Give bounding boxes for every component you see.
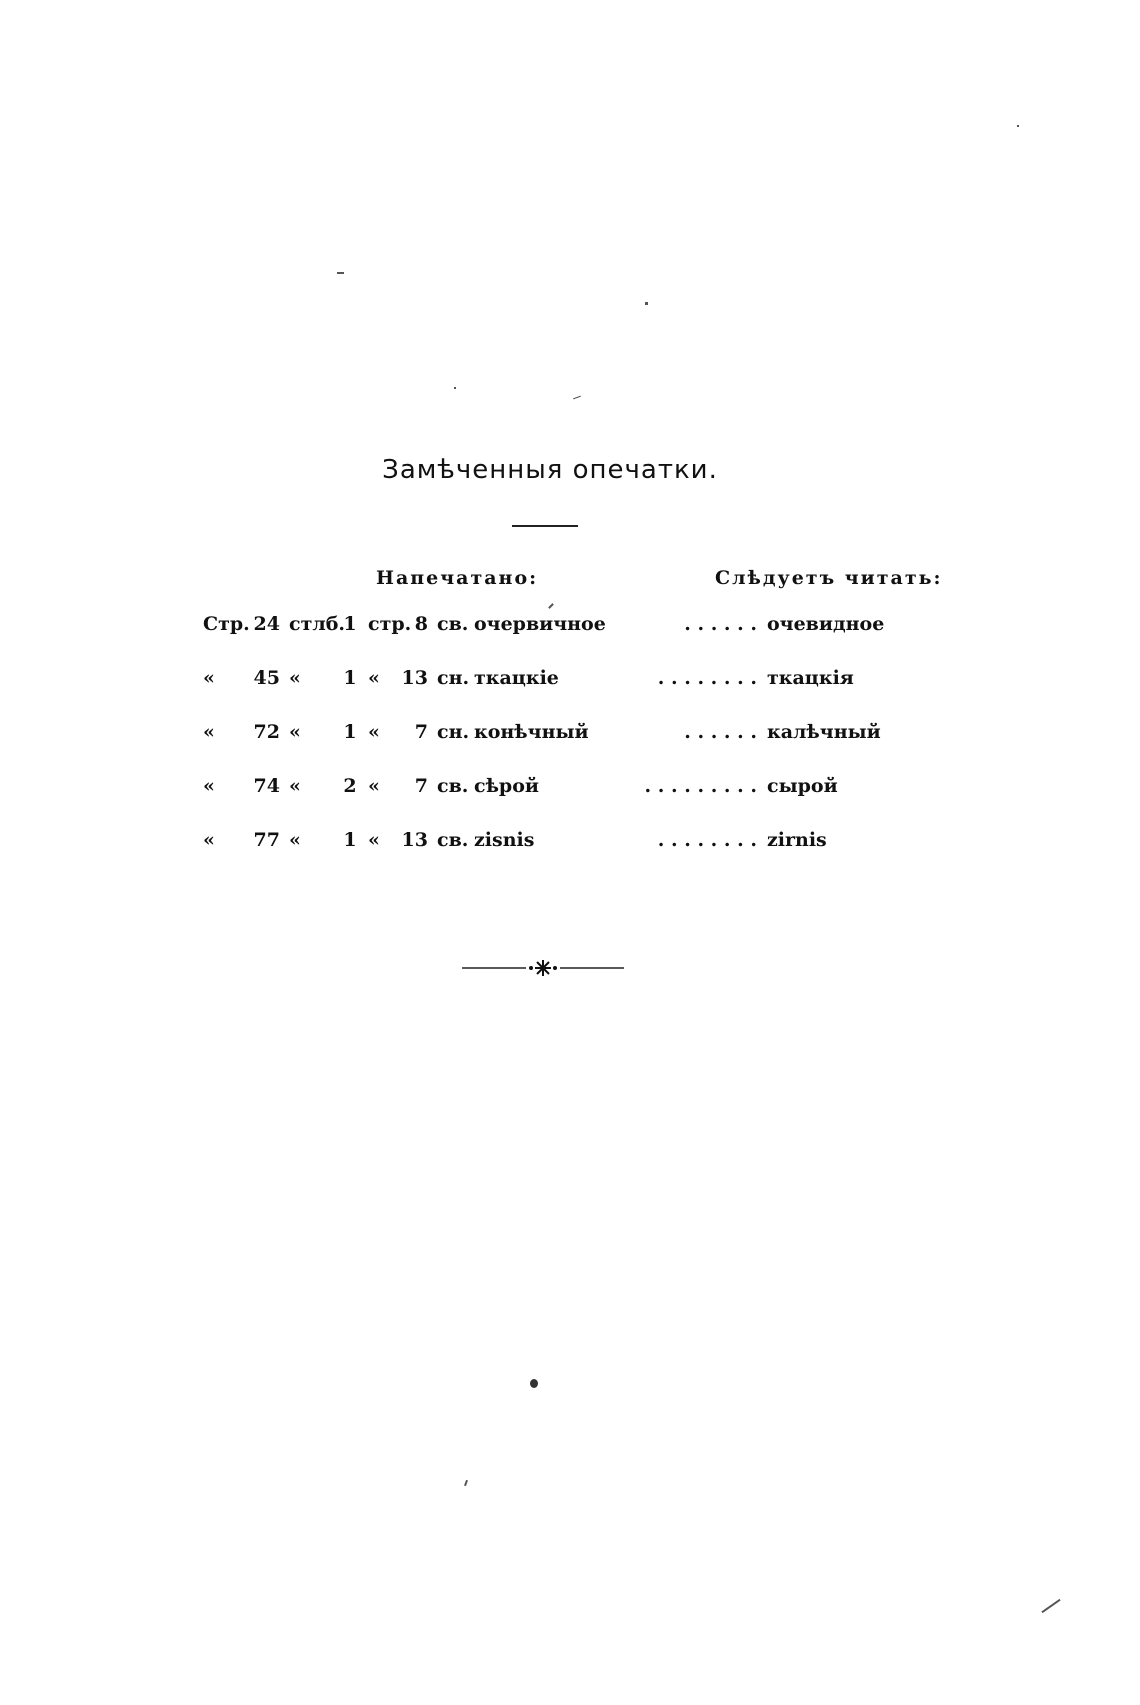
row-str: «	[368, 667, 380, 689]
row-stlb: «	[289, 829, 301, 851]
row-correct-word: ткацкія	[767, 667, 854, 689]
row-stlb: «	[289, 667, 301, 689]
row-leader-dots: . . . . . .	[684, 613, 757, 635]
row-label: «	[203, 721, 215, 743]
row-label: Стр.	[203, 613, 250, 635]
ink-dot	[530, 1379, 538, 1388]
row-str: «	[368, 721, 380, 743]
row-label: «	[203, 667, 215, 689]
header-printed: Напечатано:	[376, 567, 539, 589]
ink-speck	[1017, 125, 1019, 127]
ink-speck	[548, 603, 554, 609]
ink-speck	[337, 272, 344, 274]
row-label: «	[203, 775, 215, 797]
row-correct-word: сырой	[767, 775, 838, 797]
row-printed-word: ткацкіе	[474, 667, 559, 689]
row-leader-dots: . . . . . . . .	[657, 829, 757, 851]
row-str: стр.	[368, 613, 412, 635]
page-title: Замѣченныя опечатки.	[382, 455, 718, 485]
errata-row	[0, 667, 1140, 721]
row-leader-dots: . . . . . . . .	[657, 667, 757, 689]
row-correct-word: zirnis	[767, 829, 827, 851]
row-page: 74	[253, 775, 280, 797]
row-printed-word: конѣчный	[474, 721, 589, 743]
row-page: 45	[253, 667, 280, 689]
row-direction: св.	[437, 829, 469, 851]
row-stlb: «	[289, 775, 301, 797]
row-direction: св.	[437, 613, 469, 635]
row-str: «	[368, 775, 380, 797]
row-direction: св.	[437, 775, 469, 797]
ornament-divider	[462, 956, 624, 980]
ink-speck	[1041, 1599, 1060, 1613]
row-stlb: «	[289, 721, 301, 743]
ink-speck	[573, 396, 581, 400]
errata-row	[0, 613, 1140, 667]
row-correct-word: очевидное	[767, 613, 885, 635]
row-printed-word: очервичное	[474, 613, 606, 635]
row-column: 1	[343, 613, 357, 635]
ink-speck	[454, 387, 456, 389]
errata-row	[0, 721, 1140, 775]
ink-speck	[645, 302, 648, 305]
row-leader-dots: . . . . . . . . .	[644, 775, 757, 797]
errata-table	[0, 613, 1140, 883]
row-direction: сн.	[437, 667, 470, 689]
row-stlb: стлб.	[289, 613, 346, 635]
row-direction: сн.	[437, 721, 470, 743]
row-line: 8	[414, 613, 428, 635]
errata-row	[0, 829, 1140, 883]
row-leader-dots: . . . . . .	[684, 721, 757, 743]
row-page: 24	[253, 613, 280, 635]
header-read: Слѣдуетъ читать:	[715, 567, 943, 589]
row-label: «	[203, 829, 215, 851]
row-column: 1	[343, 667, 357, 689]
row-page: 72	[253, 721, 280, 743]
row-str: «	[368, 829, 380, 851]
row-line: 7	[414, 721, 428, 743]
row-printed-word: сѣрой	[474, 775, 539, 797]
errata-row	[0, 775, 1140, 829]
row-column: 1	[343, 829, 357, 851]
title-rule	[512, 525, 578, 527]
row-line: 13	[401, 667, 428, 689]
row-line: 13	[401, 829, 428, 851]
ink-speck	[464, 1480, 468, 1486]
row-printed-word: zisnis	[474, 829, 535, 851]
row-page: 77	[253, 829, 280, 851]
row-column: 2	[343, 775, 357, 797]
row-correct-word: калѣчный	[767, 721, 881, 743]
row-column: 1	[343, 721, 357, 743]
row-line: 7	[414, 775, 428, 797]
